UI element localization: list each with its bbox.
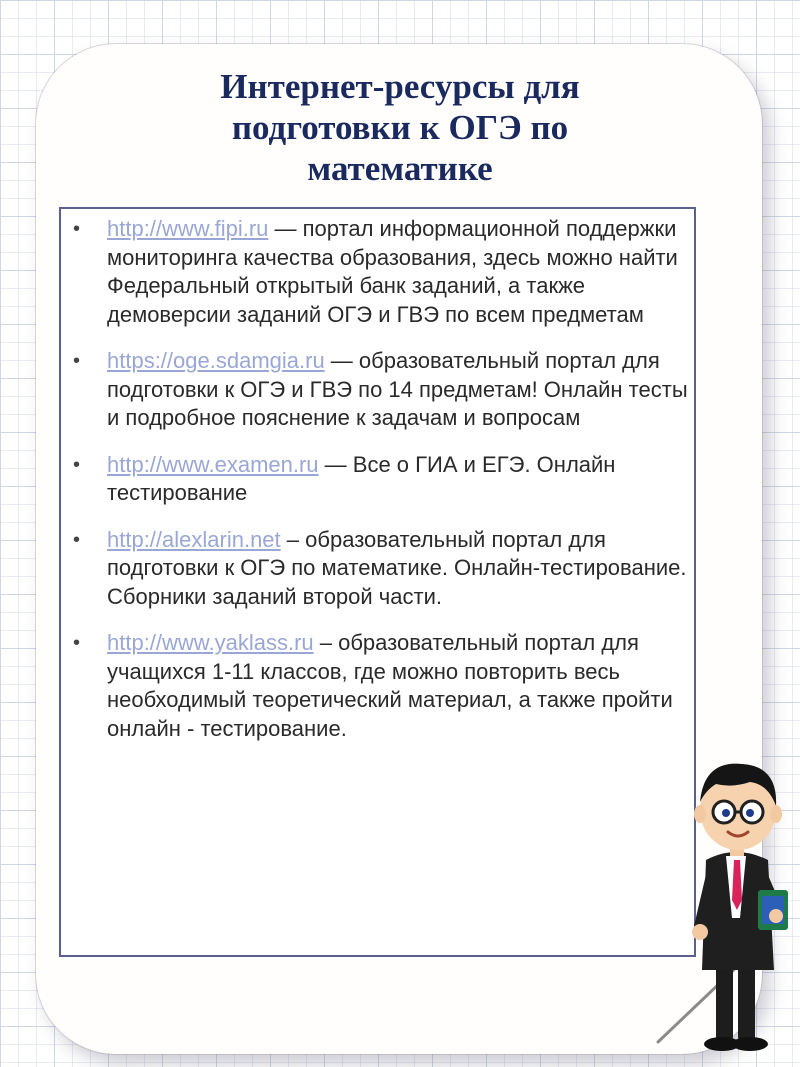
resource-description: — образовательный портал для подготовки к ОГЭ и ГВЭ по 14 предметам! Онлайн тесты и подробное пояснение к задачам и вопросам [107, 348, 688, 430]
resource-link-alexlarin[interactable]: http://alexlarin.net [107, 526, 281, 552]
resource-description: — Все о ГИА и ЕГЭ. Онлайн тестирование [107, 451, 616, 505]
bullet-icon: • [73, 218, 81, 240]
resource-link-fipi[interactable]: http://www.fipi.ru [107, 216, 269, 241]
teacher-character-icon [650, 740, 800, 1060]
resource-list-frame [59, 207, 696, 957]
resource-link-sdamgia[interactable]: https://oge.sdamgia.ru [107, 348, 325, 373]
page-title: Интернет-ресурсы для подготовки к ОГЭ по математике [220, 67, 580, 188]
resource-description: — портал информационной поддержки мониторинга качества образования, здесь можно найти Федеральный открытый банк заданий, а также демоверсии заданий ОГЭ и ГВЭ по всем предметам [107, 216, 678, 327]
list-item [61, 347, 694, 433]
list-item [61, 526, 694, 612]
list-item [61, 629, 694, 743]
resource-description: – образовательный портал для подготовки к ОГЭ по математике. Онлайн-тестирование. Сборники заданий второй части. [107, 526, 687, 609]
resource-description: – образовательный портал для учащихся 1-11 классов, где можно повторить весь необходимый теоретический материал, а также пройти онлайн - тестирование. [107, 630, 673, 741]
resource-link-yaklass[interactable]: http://www.yaklass.ru [107, 630, 314, 655]
resource-list [61, 209, 694, 743]
bullet-icon: • [73, 632, 81, 654]
bullet-icon: • [73, 528, 81, 551]
bullet-icon: • [73, 453, 81, 476]
resource-link-examen[interactable]: http://www.examen.ru [107, 451, 319, 477]
bullet-icon: • [73, 350, 81, 372]
list-item [61, 451, 694, 508]
list-item [61, 215, 694, 329]
